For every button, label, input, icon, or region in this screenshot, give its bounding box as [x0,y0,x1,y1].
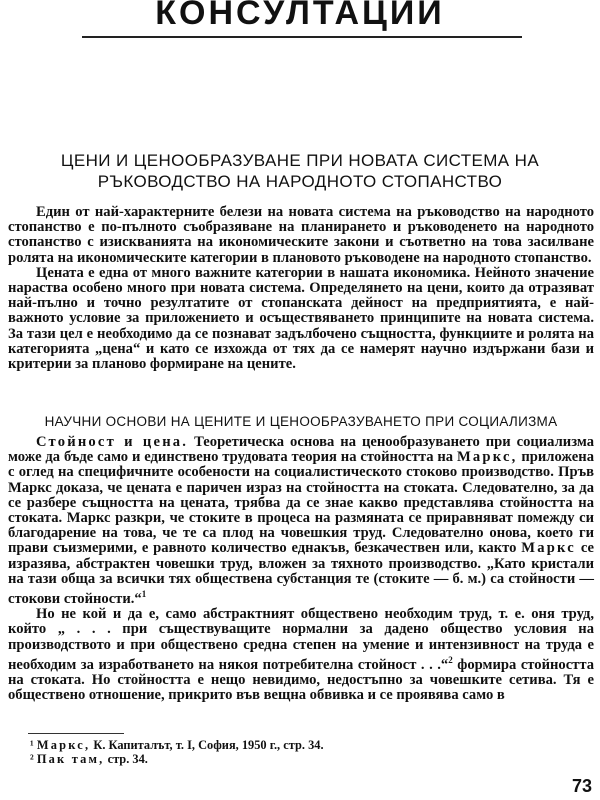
paragraph-text: Но не кой и да е, само абстрактният обществено необходим труд, т. е. оня труд, който „ . . . при съществуващите нормални за дадено общество условия на производството и при обществено средна степен на умение и интензивност на труда е необходим за изработването на някоя потребителна стойност . . .“ [8,606,594,673]
footnote-author: Пак там, [36,751,105,766]
section-text [8,435,594,703]
footnote-text: стр. 34. [104,751,148,766]
page-number: 73 [571,776,592,796]
intro-paragraph-2: Цената е една от много важните категории в нашата икономика. Нейното значение нараства особено много при новата система. Определянето на цени, които да отразяват най-пълно и точно резултатите от стопанската дейност на предприятията, е най-важното условие за приложението и осъществяването принципите на новата система. За тази цел е необходимо да се познават задълбочено същността, функциите и ролята на категорията „цена“ и като се изхожда от тях да се намерят научно издържани бази и критерии за планово формиране на цените. [8,264,594,373]
article-title-line-1: ЦЕНИ И ЦЕНООБРАЗУВАНЕ ПРИ НОВАТА СИСТЕМА НА [60,151,540,170]
section-paragraph-1 [8,435,594,607]
footnote-ref-2: 2 [448,654,453,665]
section-header-title: КОНСУЛТАЦИИ [155,0,445,32]
article-title [40,150,560,192]
footnote-text: К. Капиталът, т. I, София, 1950 г., стр. 34. [90,738,324,752]
header-underline [82,36,522,38]
footnotes [30,739,530,766]
section-paragraph-2 [8,607,594,703]
author-name: Маркс [521,540,576,557]
paragraph-text: Теоретическа основа на ценообразуването при социализма може да бъде само и единствено трудовата теория на стойността на [8,434,595,466]
footnote-author: Маркс, [36,738,91,752]
article-title-line-2: РЪКОВОДСТВО НА НАРОДНОТО СТОПАНСТВО [97,172,503,191]
footnote-1 [30,739,530,753]
footnote-ref-1: 1 [141,589,147,600]
paragraph-text: приложена с оглед на специфичните особености на социалистическото стоково производство. Пръв Маркс доказа, че цената е паричен израз на стойността на стоката. Следователно, за да се разбере същността на цената, трябва да се знае какво представлява стойността на стоката. Маркс разкри, че стоките в процеса на размяната се приравняват помежду си благодарение на това, че те са плод на човешкия труд. Следователно онова, което ги прави съизмерими, е равното количество еднакъв, безкачествен или, както [8,449,594,557]
paragraph-text: се изразява, абстрактен човешки труд, вложен за тяхното производство. „Като кристали на тази обща за всички тях обществена субстанция те (стоките — б. м.) са стойности — стокови стойности.“ [8,540,594,607]
intro-paragraph-1: Един от най-характерните белези на новата система на ръководство на народното стопанство е по-пълното съобразяване на планирането и ръководенето на народното стопанство с изискванията на икономическите закони и съответно на това засилване ролята на икономическите категории в плановото ръководене на народното стопанство. [8,204,594,266]
intro-text [8,205,594,372]
footnote-mark: ² [30,751,34,766]
paragraph-text: формира стойността на стоката. Но стойността е нещо невидимо, недостъпно за човешките сетива. Тя е обществено отношение, прикрито във вещна обвивка и се проявява само в [8,656,594,703]
author-name: Маркс, [456,449,518,466]
section-heading: НАУЧНИ ОСНОВИ НА ЦЕНИТЕ И ЦЕНООБРАЗУВАНЕТО ПРИ СОЦИАЛИЗМА [44,414,558,429]
footnote-divider [28,733,124,734]
footnote-2 [30,753,530,767]
footnote-mark: ¹ [30,738,34,752]
paragraph-lead: Стойност и цена. [36,434,189,450]
